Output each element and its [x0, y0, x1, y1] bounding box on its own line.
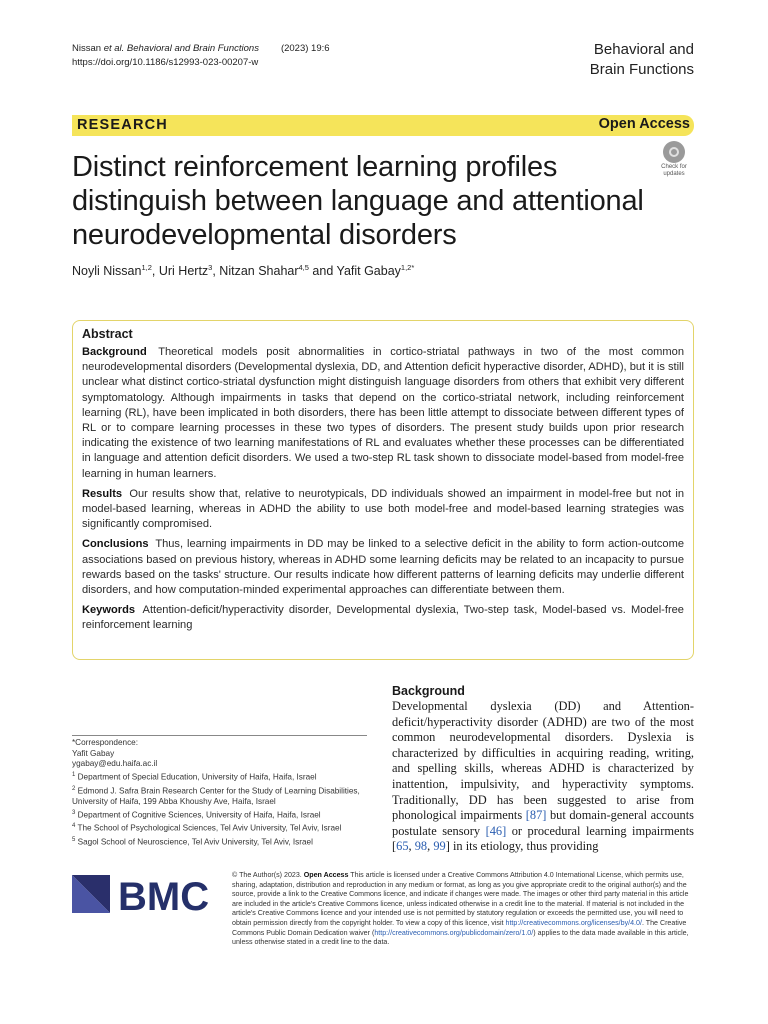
article-type-band [72, 115, 694, 136]
bmc-logo-text: BMC [118, 875, 210, 917]
doi-link[interactable]: https://doi.org/10.1186/s12993-023-00207-w [72, 57, 259, 68]
paragraph-text: or procedural learning impairments [511, 823, 694, 838]
abstract-box [72, 320, 694, 660]
results-label: Results [82, 487, 123, 500]
license-body: This article is licensed under a Creative Commons Attribution 4.0 International License, which permits use, sharing, adaptation, distribution and reproduction in any medium or format, as long as you give appropriate credit to the original author(s) and the source, provide a link to the Creative Commons licence, and indicate if changes were made. The images or other third party material in this article are included in the article's Creative Commons licence, unless indicated otherwise in a credit line to the material. If material is not included in the article's Creative Commons licence and your intended use is not permitted by statutory regulation or exceeds the permitted use, you will need to obtain permission directly from the copyright holder. To view a copy of this licence, visit [232, 871, 689, 927]
affiliation-number: 1 [72, 772, 76, 779]
conclusions-label: Conclusions [82, 538, 149, 551]
author-name[interactable]: Yafit Gabay [336, 264, 401, 279]
citation-link[interactable]: [87] [525, 808, 547, 823]
body-text-column [392, 684, 694, 855]
check-updates-line-1: Check for [661, 164, 687, 170]
license-body: ) applies to the data made available in this article, unless otherwise stated in a credit line to the data. [232, 928, 689, 947]
license-open-access: Open Access [303, 871, 349, 879]
author-separator: , [212, 264, 220, 279]
bmc-logo-icon [72, 873, 222, 917]
article-title: Distinct reinforcement learning profiles distinguish between language and attentional neurodevelopmental disorders [72, 151, 644, 251]
correspondence-label: *Correspondence: [72, 738, 138, 747]
background-label: Background [82, 346, 147, 358]
conclusions-text: Thus, learning impairments in DD may be linked to a selective deficit in the ability to form action-outcome associations based on previous history, whereas in ADHD some learning deficits may be related to an incapacity to pursue rewards based on the tasks' structure. Our results indicate how different patterns of learning deficits may underlie different disorders, and how computation-minded experimental approaches can differentiate between them. [82, 538, 684, 597]
keywords-label: Keywords [82, 604, 136, 617]
affiliation-item [72, 835, 367, 848]
affiliation-number: 4 [72, 823, 76, 830]
footnote-divider [72, 735, 367, 736]
author-name[interactable]: Uri Hertz [158, 264, 209, 279]
author-affiliation: 1,2 [141, 263, 152, 272]
article-type-label: RESEARCH [77, 117, 168, 133]
license-link[interactable]: http://creativecommons.org/licenses/by/4.0/ [505, 918, 642, 927]
keywords-text: Attention-deficit/hyperactivity disorder, Developmental dyslexia, Two-step task, Model-based vs. Model-free reinforcement learning [82, 604, 684, 632]
waiver-link[interactable]: http://creativecommons.org/publicdomain/zero/1.0/ [374, 928, 534, 937]
citation-bracket: [ [392, 839, 397, 854]
author-affiliation: 4,5 [298, 263, 309, 272]
bmc-logo [72, 873, 222, 917]
citation-bracket: ] [445, 839, 450, 854]
copyright-notice: © The Author(s) 2023. [232, 871, 302, 879]
affiliation-number: 3 [72, 809, 76, 816]
correspondence-email[interactable]: ygabay@edu.haifa.ac.il [72, 759, 158, 769]
abstract-heading: Abstract [82, 327, 133, 341]
author-affiliation: 1,2* [400, 263, 415, 272]
affiliation-text: Department of Cognitive Sciences, University of Haifa, Haifa, Israel [77, 810, 321, 820]
abstract-results [82, 487, 684, 533]
correspondence-name: Yafit Gabay [72, 748, 115, 758]
author-name[interactable]: Noyli Nissan [72, 264, 142, 279]
check-for-updates-button[interactable] [654, 141, 694, 179]
journal-name-line-1: Behavioral and [593, 41, 694, 58]
affiliation-number: 5 [72, 836, 76, 843]
affiliation-item [72, 770, 367, 783]
abstract-conclusions [82, 537, 684, 598]
citation-link[interactable]: 98 [414, 839, 428, 854]
check-for-updates-icon [663, 141, 685, 163]
abstract-background [82, 345, 684, 482]
open-access-label: Open Access [598, 116, 690, 132]
journal-name-line-2: Brain Functions [589, 61, 694, 78]
affiliation-text: Department of Special Education, University of Haifa, Haifa, Israel [77, 772, 317, 782]
affiliation-number: 2 [72, 785, 76, 792]
affiliation-text: Sagol School of Neuroscience, Tel Aviv University, Tel Aviv, Israel [77, 837, 313, 847]
affiliation-text: The School of Psychological Sciences, Tel Aviv University, Tel Aviv, Israel [77, 823, 342, 833]
paragraph-text: Developmental dyslexia (DD) and Attention-deficit/hyperactivity disorder (ADHD) are two of the most common neurodevelopmental disorders. Dyslexia is characterized by difficulties in acquiring reading, writing, and spelling skills, whereas ADHD is characterized by inattention, impulsivity, and hyperactivity symptoms. Traditionally, DD has been suggested to arise from phonological impairments [392, 699, 694, 823]
journal-name [590, 40, 694, 80]
paragraph-text: in its etiology, thus providing [452, 839, 599, 854]
abstract-keywords [82, 603, 684, 633]
citation-journal: et al. Behavioral and Brain Functions [103, 43, 259, 54]
results-text: Our results show that, relative to neurotypicals, DD individuals showed an impairment in model-free but not in model-based learning, whereas in ADHD the ability to use both model-free and model-based learning strategies was significantly compromised. [82, 487, 684, 531]
author-list [72, 263, 414, 278]
check-updates-line-2: updates [663, 170, 685, 177]
citation-author: Nissan [72, 43, 102, 54]
author-separator: , [151, 264, 159, 279]
author-affiliation: 3 [208, 263, 213, 272]
citation-link[interactable]: 99 [433, 839, 446, 854]
license-text [232, 871, 694, 948]
citation-link[interactable]: [46] [485, 823, 507, 838]
running-header [72, 42, 330, 70]
citation-link[interactable]: 65 [396, 839, 409, 854]
background-section-heading: Background [392, 684, 465, 698]
background-text: Theoretical models posit abnormalities in cortico-striatal pathways in two of the most common neurodevelopmental disorders (Developmental dyslexia, DD, and Attention deficit hyperactive disorder, ADHD), but it is still unclear what distinct cortico-striatal dysfunction might distinguish language disorders from others that exhibit very different symptomatology. Although impairments in tasks that depend on the cortico-striatal network, including reinforcement learning (RL), have been implicated in both disorders, there has been little attempt to dissociate between different types of RL or to compare learning processes in these two types of disorders. The present study builds upon prior research indicating the existence of two learning manifestations of RL and evaluates whether these processes can be differentiated in language and attention deficit disorders. We used a two-step RL task shown to dissociate model-based from model-free learning in human learners. [82, 346, 685, 480]
author-name[interactable]: Nitzan Shahar [219, 264, 299, 279]
background-paragraph: Developmental dyslexia (DD) and Attention-deficit/hyperactivity disorder (ADHD) are two of the most common neurodevelopmental disorders. Dyslexia is characterized by difficulties in acquiring reading, writing, and spelling skills, whereas ADHD is characterized by inattention, impulsivity, and hyperactivity symptoms. Traditionally, DD has been suggested to arise from phonological impairments [87] but domain-general accounts postulate sensory [46] or procedural learning impairments [65, 98, 99] in its etiology, thus providing [392, 699, 694, 854]
license-body: . The Creative Commons Public Domain Dedication waiver ( [232, 918, 687, 937]
affiliation-item [72, 821, 367, 834]
affiliation-text: Edmond J. Safra Brain Research Center for the Study of Learning Disabilities, University of Haifa, 199 Abba Khoushy Ave, Haifa, Israel [72, 786, 360, 806]
author-separator: and [308, 264, 337, 279]
citation-year-volume: (2023) 19:6 [280, 43, 330, 54]
affiliation-item [72, 808, 367, 821]
paragraph-text: but domain-general accounts postulate sensory [392, 808, 694, 838]
affiliation-item [72, 784, 367, 808]
correspondence-notes [72, 735, 367, 848]
